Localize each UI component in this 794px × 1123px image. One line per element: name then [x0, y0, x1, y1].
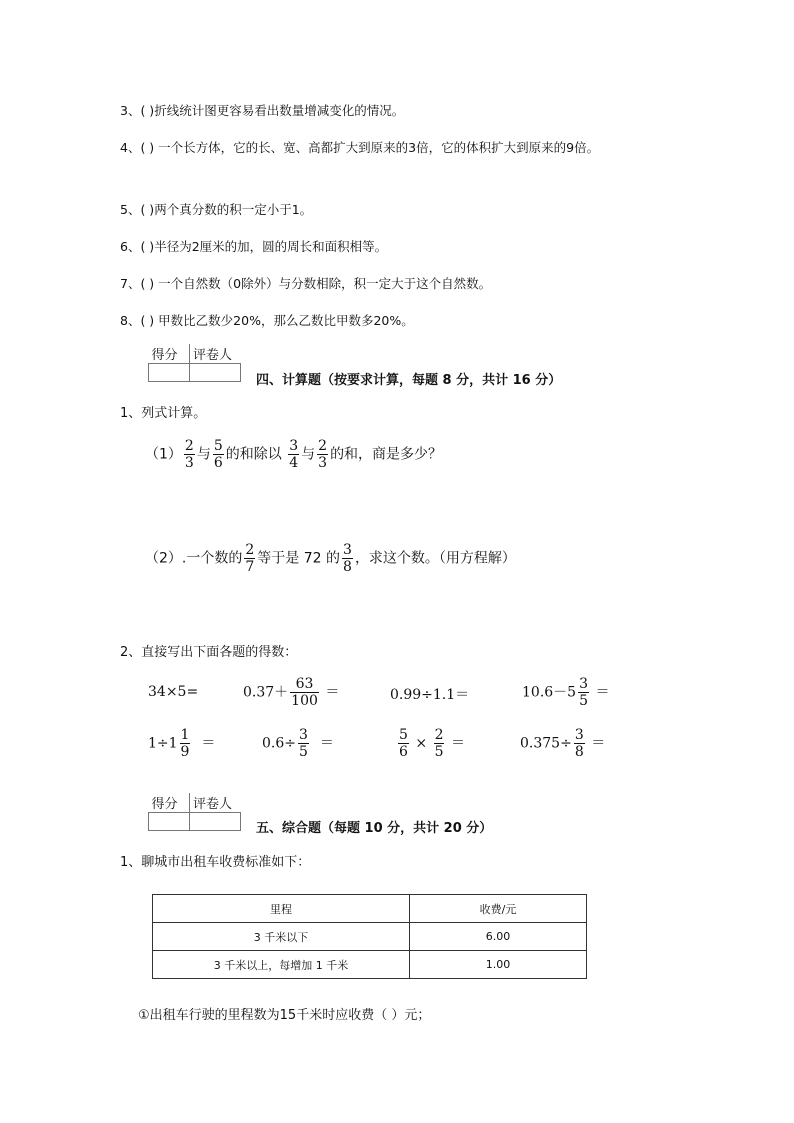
reviewer-label: 评卷人	[190, 344, 241, 364]
fraction	[434, 727, 445, 760]
numerator: 3	[299, 727, 308, 743]
score-box	[148, 793, 241, 831]
reviewer-cell[interactable]	[190, 364, 241, 382]
numerator: 3	[289, 438, 299, 454]
table-row	[153, 951, 587, 979]
fraction	[180, 727, 191, 760]
fare-table	[152, 894, 587, 979]
item-number: 8、	[120, 313, 141, 328]
item-number: 4、	[120, 140, 141, 155]
problem-label: （2）	[145, 550, 182, 567]
score-cell[interactable]	[149, 364, 190, 382]
item-number: 5、	[120, 202, 141, 217]
numerator: 5	[213, 438, 223, 454]
denominator: 5	[579, 693, 589, 710]
denominator: 5	[299, 744, 308, 761]
question-label: 2、直接写出下面各题的得数：	[120, 645, 298, 660]
item-text: 半径为2厘米的加，圆的周长和面积相等。	[154, 239, 388, 254]
fraction	[288, 438, 299, 471]
text: 与	[301, 446, 316, 463]
item-text: 甲数比乙数少20%，那么乙数比甲数多20%。	[158, 313, 414, 328]
sub-question: ①出租车行驶的里程数为15千米时应收费（ ）元；	[138, 1008, 431, 1023]
fraction	[213, 438, 224, 471]
score-box	[148, 344, 241, 382]
numerator: 2	[318, 438, 328, 454]
answer-blank[interactable]: ( )	[140, 276, 155, 291]
fraction	[398, 727, 409, 760]
table-header-row	[153, 895, 587, 923]
judge-item-4	[120, 138, 599, 156]
text: 0.37＋	[243, 684, 289, 701]
fraction	[342, 542, 353, 575]
text: 10.6－5	[522, 684, 577, 701]
numerator: 2	[184, 438, 194, 454]
table-row	[153, 923, 587, 951]
section-title: 四、计算题（按要求计算，每题 8 分，共计 16 分）	[256, 373, 562, 388]
text: .一个数的	[181, 550, 243, 567]
question-label: 1、列式计算。	[120, 406, 207, 421]
denominator: 7	[245, 559, 255, 576]
judge-item-3	[120, 101, 404, 119]
calc-b3	[396, 727, 465, 760]
reviewer-label: 评卷人	[190, 793, 241, 813]
numerator: 3	[343, 542, 352, 558]
section-title: 五、综合题（每题 10 分，共计 20 分）	[256, 821, 493, 836]
score-cell[interactable]	[149, 813, 190, 831]
numerator: 5	[399, 727, 408, 743]
denominator: 6	[399, 744, 408, 761]
denominator: 3	[184, 455, 194, 472]
numerator: 63	[290, 676, 319, 693]
judge-item-7	[120, 274, 491, 292]
answer-blank[interactable]: ( )	[140, 103, 155, 118]
fraction	[290, 676, 319, 709]
text: 等于是 72 的	[257, 550, 341, 567]
text: ＝	[201, 735, 216, 752]
text: ＝	[319, 735, 334, 752]
column-header: 里程	[153, 895, 410, 923]
calc-a2	[243, 676, 339, 709]
judge-item-8	[120, 311, 414, 329]
denominator: 8	[343, 559, 352, 576]
calc-b2	[262, 727, 334, 760]
fraction	[574, 727, 585, 760]
score-label: 得分	[149, 793, 190, 813]
reviewer-cell[interactable]	[190, 813, 241, 831]
fraction	[298, 727, 309, 760]
calc-a1: 34×5=	[148, 684, 199, 700]
calc-a3: 0.99÷1.1＝	[390, 687, 470, 703]
fraction	[184, 438, 195, 471]
text: ＝	[595, 684, 610, 701]
numerator: 2	[245, 542, 255, 558]
item-number: 3、	[120, 103, 141, 118]
text: ＝	[591, 735, 606, 752]
text: 1÷1	[148, 735, 178, 752]
table-cell: 6.00	[410, 923, 587, 951]
denominator: 3	[318, 455, 328, 472]
text: ，求这个数。（用方程解）	[354, 550, 516, 567]
answer-blank[interactable]: ( )	[140, 313, 155, 328]
denominator: 100	[291, 693, 318, 710]
column-header: 收费/元	[410, 895, 587, 923]
text: 的和除以	[225, 446, 282, 463]
numerator: 3	[579, 676, 589, 692]
table-cell: 3 千米以下	[153, 923, 410, 951]
numerator: 3	[574, 727, 584, 743]
item-text: 折线统计图更容易看出数量增减变化的情况。	[154, 103, 405, 118]
problem-label: （1）	[145, 446, 182, 463]
denominator: 9	[180, 744, 190, 761]
denominator: 8	[574, 744, 584, 761]
text: ＝	[325, 684, 340, 701]
text: 0.375÷	[520, 735, 572, 752]
denominator: 6	[213, 455, 223, 472]
table-cell: 3 千米以上，每增加 1 千米	[153, 951, 410, 979]
question-label: 1、聊城市出租车收费标准如下：	[120, 855, 311, 870]
fraction	[317, 438, 328, 471]
judge-item-6	[120, 237, 387, 255]
text: 的和，商是多少？	[330, 446, 443, 463]
fraction	[578, 676, 589, 709]
calc-a4	[522, 676, 609, 709]
text: ×	[415, 735, 428, 752]
problem-1	[145, 438, 442, 471]
problem-2	[145, 542, 516, 575]
denominator: 4	[289, 455, 299, 472]
table-cell: 1.00	[410, 951, 587, 979]
score-label: 得分	[149, 344, 190, 364]
denominator: 5	[434, 744, 444, 761]
calc-b1	[148, 727, 215, 760]
fraction	[244, 542, 255, 575]
item-number: 7、	[120, 276, 141, 291]
numerator: 2	[434, 727, 444, 743]
text: ＝	[450, 735, 465, 752]
text: 0.6÷	[262, 735, 296, 752]
numerator: 1	[180, 727, 190, 743]
answer-blank[interactable]: ( )	[140, 140, 155, 155]
item-number: 6、	[120, 239, 141, 254]
answer-blank[interactable]: ( )	[140, 239, 155, 254]
calc-b4	[520, 727, 605, 760]
item-text: 一个长方体，它的长、宽、高都扩大到原来的3倍，它的体积扩大到原来的9倍。	[158, 140, 600, 155]
item-text: 两个真分数的积一定小于1。	[154, 202, 313, 217]
text: 与	[196, 446, 211, 463]
judge-item-5	[120, 200, 312, 218]
item-text: 一个自然数（0除外）与分数相除，积一定大于这个自然数。	[158, 276, 492, 291]
answer-blank[interactable]: ( )	[140, 202, 155, 217]
